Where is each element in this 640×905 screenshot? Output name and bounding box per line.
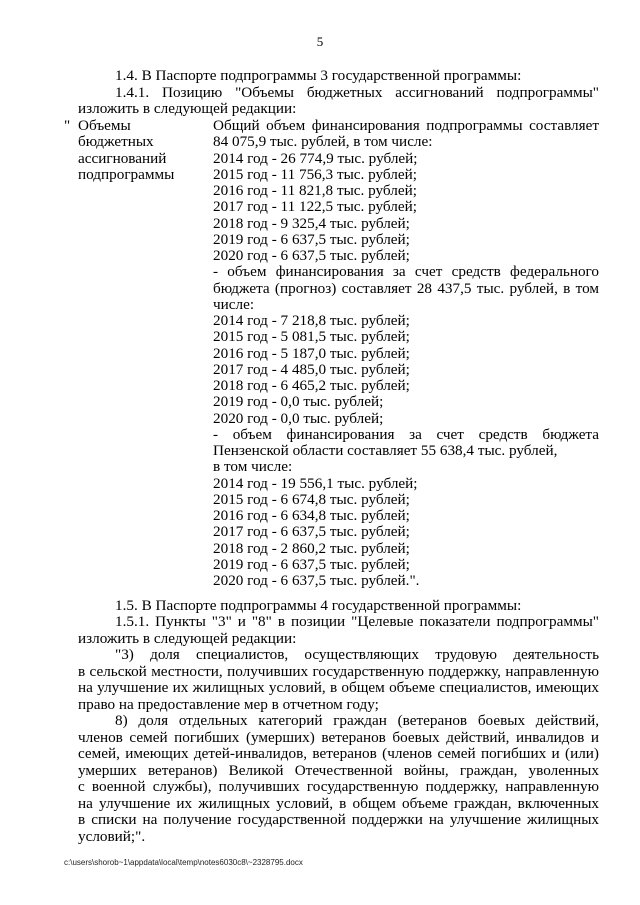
paragraph-line: умерших ветеранов) Великой Отечественной войны, граждан, уволенных bbox=[78, 762, 599, 779]
value-line: 2015 год - 11 756,3 тыс. рублей; bbox=[213, 165, 417, 183]
value-line: 2020 год - 6 637,5 тыс. рублей; bbox=[213, 247, 410, 264]
section-1-5-1-line: 1.5.1. Пункты "3" и "8" в позиции "Целевые показатели подпрограммы" bbox=[115, 613, 599, 630]
value-line: Пензенской области составляет 55 638,4 тыс. рублей, bbox=[213, 442, 558, 459]
value-line: - объем финансирования за счет средств федерального bbox=[213, 264, 599, 281]
section-1-5-heading: 1.5. В Паспорте подпрограммы 4 государственной программы: bbox=[115, 597, 522, 614]
paragraph-line: в сельской местности, получивших государственную поддержку, направленную bbox=[78, 663, 599, 680]
value-line: 2016 год - 11 821,8 тыс. рублей; bbox=[213, 182, 417, 199]
value-line: 2016 год - 6 634,8 тыс. рублей; bbox=[213, 507, 410, 524]
label-line: подпрограммы bbox=[78, 165, 175, 183]
value-line: 84 075,9 тыс. рублей, в том числе: bbox=[213, 133, 433, 151]
paragraph-line: на улучшение их жилищных условий, в общем объеме специалистов, имеющих bbox=[78, 679, 599, 696]
value-line: 2017 год - 6 637,5 тыс. рублей; bbox=[213, 523, 410, 541]
paragraph-line: с военной службы), получивших государственную поддержку, направленную bbox=[78, 778, 599, 795]
value-line: 2014 год - 7 218,8 тыс. рублей; bbox=[213, 312, 410, 329]
value-line: 2020 год - 0,0 тыс. рублей; bbox=[213, 409, 384, 427]
value-line: 2015 год - 5 081,5 тыс. рублей; bbox=[213, 328, 410, 346]
label-line: бюджетных bbox=[78, 133, 154, 151]
value-line: 2015 год - 6 674,8 тыс. рублей; bbox=[213, 490, 410, 508]
value-line: 2018 год - 6 465,2 тыс. рублей; bbox=[213, 377, 410, 394]
opening-quote: " bbox=[64, 117, 71, 134]
label-line: Объемы bbox=[78, 117, 131, 134]
paragraph-line: условий;". bbox=[78, 828, 146, 845]
value-line: 2018 год - 2 860,2 тыс. рублей; bbox=[213, 539, 410, 557]
value-line: 2017 год - 4 485,0 тыс. рублей; bbox=[213, 360, 410, 378]
paragraph-line: на улучшение их жилищных условий, в общем объеме граждан, включенных bbox=[78, 795, 599, 812]
label-line: ассигнований bbox=[78, 149, 167, 167]
section-1-4-1-line: 1.4.1. Позицию "Объемы бюджетных ассигнований подпрограммы" bbox=[115, 84, 599, 101]
table-value-column bbox=[213, 118, 599, 589]
value-line: 2014 год - 26 774,9 тыс. рублей; bbox=[213, 149, 418, 167]
value-line: бюджета (прогноз) составляет 28 437,5 тыс. рублей, в том bbox=[213, 280, 599, 297]
value-line: 2019 год - 6 637,5 тыс. рублей; bbox=[213, 230, 410, 248]
paragraph-line: семей, имеющих детей-инвалидов, ветеранов (членов семей погибших и (или) bbox=[78, 745, 599, 762]
value-line: 2019 год - 6 637,5 тыс. рублей; bbox=[213, 555, 410, 573]
value-line: 2018 год - 9 325,4 тыс. рублей; bbox=[213, 214, 410, 232]
page-number: 5 bbox=[316, 34, 324, 49]
paragraph-line: право на предоставление мер в отчетном году; bbox=[78, 696, 379, 713]
value-line: 2017 год - 11 122,5 тыс. рублей; bbox=[213, 198, 417, 216]
value-line: в том числе: bbox=[213, 458, 293, 476]
paragraph-line: членов семей погибших (умерших) ветеранов боевых действий, инвалидов и bbox=[78, 729, 599, 746]
file-path-footer: c:\users\shorob~1\appdata\local\temp\notes6030c8\~2328795.docx bbox=[64, 858, 303, 867]
paragraph-line: "3) доля специалистов, осуществляющих трудовую деятельность bbox=[115, 646, 599, 663]
paragraph-line: в списки на получение государственной поддержки на улучшение жилищных bbox=[78, 811, 599, 828]
section-1-4-heading: 1.4. В Паспорте подпрограммы 3 государственной программы: bbox=[115, 67, 522, 84]
section-1-5-1-cont: изложить в следующей редакции: bbox=[78, 630, 297, 647]
value-line: 2020 год - 6 637,5 тыс. рублей.". bbox=[213, 572, 420, 589]
value-line: 2016 год - 5 187,0 тыс. рублей; bbox=[213, 344, 410, 362]
value-line: 2014 год - 19 556,1 тыс. рублей; bbox=[213, 474, 418, 492]
section-1-4-1-cont: изложить в следующей редакции: bbox=[78, 100, 297, 117]
value-line: - объем финансирования за счет средств бюджета bbox=[213, 426, 599, 443]
value-line: 2019 год - 0,0 тыс. рублей; bbox=[213, 393, 384, 411]
paragraph-line: 8) доля отдельных категорий граждан (ветеранов боевых действий, bbox=[115, 712, 599, 729]
value-line: Общий объем финансирования подпрограммы составляет bbox=[213, 118, 599, 134]
value-line: числе: bbox=[213, 295, 255, 313]
